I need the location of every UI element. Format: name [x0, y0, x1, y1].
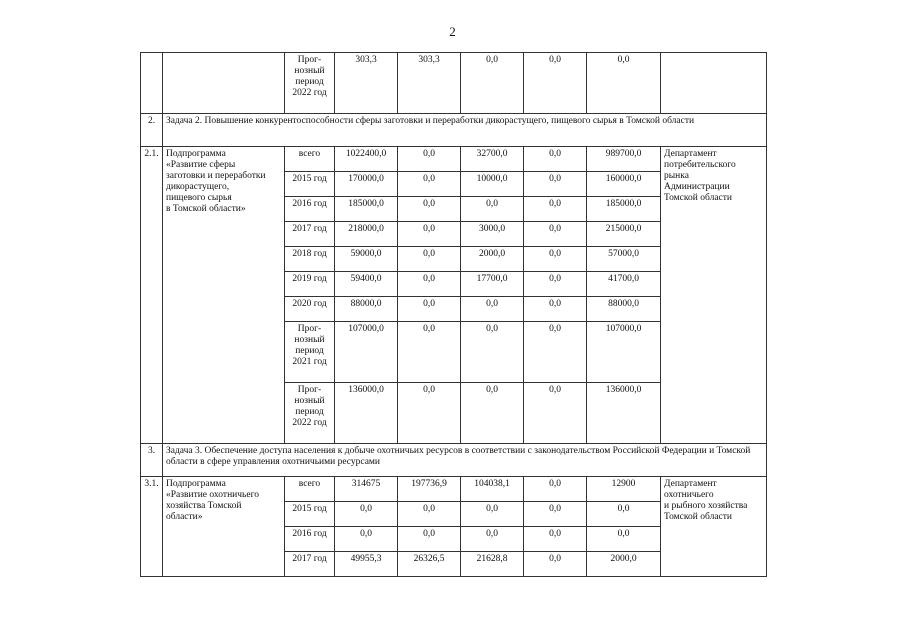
value-cell: 59000,0	[335, 247, 398, 272]
period-cell	[285, 552, 335, 577]
value-cell: 0,0	[524, 247, 587, 272]
value-cell: 88000,0	[587, 297, 661, 322]
value-cell: 0,0	[461, 197, 524, 222]
period-cell	[285, 247, 335, 272]
period-cell	[285, 383, 335, 444]
value-cell: 0,0	[398, 222, 461, 247]
table-row	[141, 147, 767, 172]
page-number: 2	[449, 24, 456, 39]
value-cell: 0,0	[524, 172, 587, 197]
text-line: Прог-	[297, 55, 322, 65]
period-cell	[285, 322, 335, 383]
subprogram-name	[163, 477, 285, 577]
value-cell: 0,0	[335, 502, 398, 527]
value-cell: 26326,5	[398, 552, 461, 577]
value-cell: 2000,0	[587, 552, 661, 577]
text-line: Томской области	[664, 512, 732, 522]
value-cell: 21628,8	[461, 552, 524, 577]
text-line: «Развитие сферы	[166, 160, 236, 170]
value-cell: 0,0	[461, 322, 524, 383]
value-cell: 185000,0	[587, 197, 661, 222]
value-cell: 59400,0	[335, 272, 398, 297]
value-cell: 2000,0	[461, 247, 524, 272]
value-cell: 0,0	[524, 147, 587, 172]
value-cell: 0,0	[524, 222, 587, 247]
value-cell: 0,0	[335, 527, 398, 552]
text-line: 2016 год	[292, 199, 327, 209]
text-line: 2022 год	[292, 88, 327, 98]
text-line: 2015 год	[292, 504, 327, 514]
value-cell: 136000,0	[335, 383, 398, 444]
task-number: 3.	[141, 444, 163, 477]
value-cell: 32700,0	[461, 147, 524, 172]
period-cell	[285, 222, 335, 247]
task-number: 2.	[141, 114, 163, 147]
text-line: Томской области	[664, 193, 732, 203]
empty-cell	[163, 53, 285, 114]
text-line: Прог-	[297, 385, 322, 395]
table-row	[141, 477, 767, 502]
text-line: охотничьего	[664, 490, 714, 500]
value-cell: 57000,0	[587, 247, 661, 272]
value-cell: 0,0	[398, 272, 461, 297]
value-cell: 0,0	[524, 53, 587, 114]
value-cell: 0,0	[524, 552, 587, 577]
text-line: «Развитие охотничьего	[166, 490, 259, 500]
value-cell: 303,3	[398, 53, 461, 114]
value-cell: 0,0	[461, 53, 524, 114]
value-cell: 12900	[587, 477, 661, 502]
value-cell: 0,0	[461, 527, 524, 552]
value-cell: 303,3	[335, 53, 398, 114]
value-cell: 0,0	[587, 53, 661, 114]
value-cell: 218000,0	[335, 222, 398, 247]
text-line: всего	[298, 149, 321, 159]
text-line: 2016 год	[292, 529, 327, 539]
text-line: 2021 год	[292, 357, 327, 367]
period-cell	[285, 172, 335, 197]
period-cell	[285, 147, 335, 172]
text-line: потребительского	[664, 160, 736, 170]
empty-cell	[141, 53, 163, 114]
value-cell: 88000,0	[335, 297, 398, 322]
text-line: Прог-	[297, 324, 322, 334]
value-cell: 0,0	[524, 527, 587, 552]
table-row	[141, 53, 767, 114]
value-cell: 0,0	[524, 477, 587, 502]
value-cell: 0,0	[398, 147, 461, 172]
text-line: и рыбного хозяйства	[664, 501, 748, 511]
value-cell: 197736,9	[398, 477, 461, 502]
text-line: 2022 год	[292, 418, 327, 428]
value-cell: 0,0	[524, 197, 587, 222]
value-cell: 170000,0	[335, 172, 398, 197]
value-cell: 160000,0	[587, 172, 661, 197]
period-cell	[285, 197, 335, 222]
value-cell: 215000,0	[587, 222, 661, 247]
text-line: всего	[298, 479, 321, 489]
text-line: Подпрограмма	[166, 479, 226, 489]
value-cell: 0,0	[524, 383, 587, 444]
text-line: 2019 год	[292, 274, 327, 284]
value-cell: 49955,3	[335, 552, 398, 577]
text-line: 2015 год	[292, 174, 327, 184]
text-line: нозный	[294, 335, 325, 345]
period-cell	[285, 297, 335, 322]
text-line: пищевого сырья	[166, 193, 232, 203]
value-cell: 0,0	[587, 502, 661, 527]
text-line: 2017 год	[292, 554, 327, 564]
value-cell: 314675	[335, 477, 398, 502]
value-cell: 0,0	[524, 502, 587, 527]
text-line: нозный	[294, 66, 325, 76]
value-cell: 17700,0	[461, 272, 524, 297]
task-text: Задача 3. Обеспечение доступа населения к добыче охотничьих ресурсов в соответствии с законодательством Российской Федерации и Томской области в сфере управления охотничьими ресурсами	[163, 444, 767, 477]
value-cell: 10000,0	[461, 172, 524, 197]
value-cell: 0,0	[461, 297, 524, 322]
value-cell: 0,0	[398, 527, 461, 552]
text-line: Подпрограмма	[166, 149, 226, 159]
text-line: 2018 год	[292, 249, 327, 259]
value-cell: 107000,0	[587, 322, 661, 383]
value-cell: 0,0	[524, 322, 587, 383]
value-cell: 0,0	[398, 247, 461, 272]
value-cell: 104038,1	[461, 477, 524, 502]
period-cell	[285, 53, 335, 114]
text-line: период	[295, 77, 324, 87]
text-line: в Томской области»	[166, 204, 246, 214]
text-line: Департамент	[664, 149, 717, 159]
department-cell	[661, 477, 767, 577]
value-cell: 136000,0	[587, 383, 661, 444]
value-cell: 0,0	[398, 297, 461, 322]
value-cell: 107000,0	[335, 322, 398, 383]
value-cell: 0,0	[524, 297, 587, 322]
value-cell: 41700,0	[587, 272, 661, 297]
text-line: области»	[166, 512, 203, 522]
text-line: 2020 год	[292, 299, 327, 309]
task-row	[141, 114, 767, 147]
text-line: нозный	[294, 396, 325, 406]
empty-cell	[661, 53, 767, 114]
value-cell: 0,0	[587, 527, 661, 552]
period-cell	[285, 502, 335, 527]
text-line: заготовки и переработки	[166, 171, 266, 181]
value-cell: 0,0	[461, 502, 524, 527]
value-cell: 0,0	[398, 322, 461, 383]
task-text: Задача 2. Повышение конкурентоспособности сферы заготовки и переработки дикорастущего, пищевого сырья в Томской области	[163, 114, 767, 147]
value-cell: 0,0	[398, 502, 461, 527]
text-line: рынка	[664, 171, 689, 181]
value-cell: 0,0	[398, 197, 461, 222]
text-line: период	[295, 407, 324, 417]
subprogram-number: 3.1.	[141, 477, 163, 577]
subprogram-name	[163, 147, 285, 444]
value-cell: 3000,0	[461, 222, 524, 247]
text-line: хозяйства Томской	[166, 501, 242, 511]
value-cell: 1022400,0	[335, 147, 398, 172]
subprogram-number: 2.1.	[141, 147, 163, 444]
period-cell	[285, 527, 335, 552]
text-line: период	[295, 346, 324, 356]
value-cell: 0,0	[398, 383, 461, 444]
period-cell	[285, 272, 335, 297]
text-line: Департамент	[664, 479, 717, 489]
value-cell: 0,0	[524, 272, 587, 297]
text-line: 2017 год	[292, 224, 327, 234]
value-cell: 185000,0	[335, 197, 398, 222]
budget-table	[140, 52, 767, 577]
value-cell: 0,0	[461, 383, 524, 444]
value-cell: 0,0	[398, 172, 461, 197]
value-cell: 989700,0	[587, 147, 661, 172]
period-cell	[285, 477, 335, 502]
department-cell	[661, 147, 767, 444]
text-line: Администрации	[664, 182, 730, 192]
task-row	[141, 444, 767, 477]
text-line: дикорастущего,	[166, 182, 230, 192]
